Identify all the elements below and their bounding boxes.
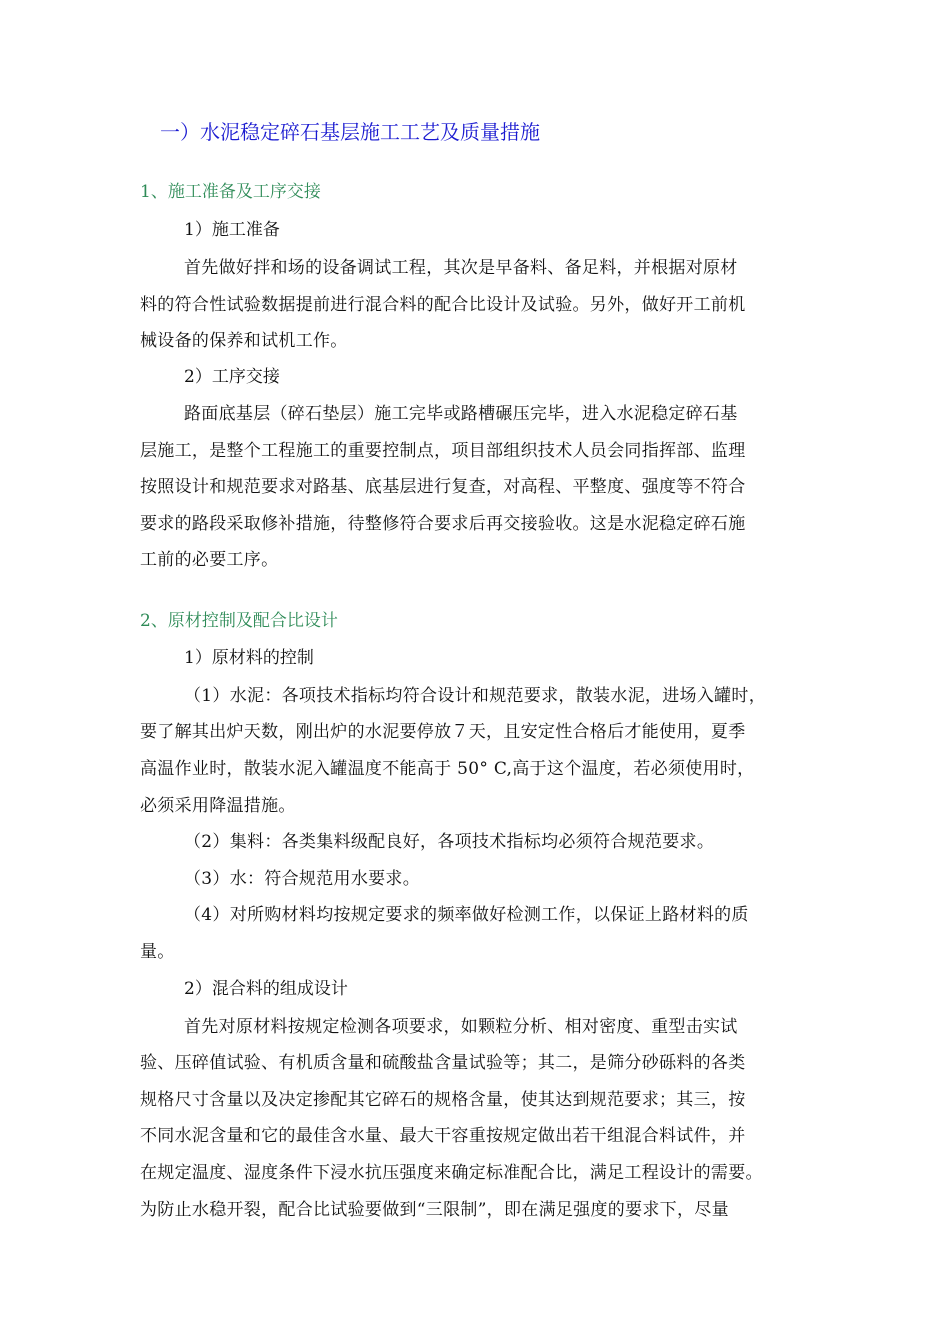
section-2-heading: 2、原材控制及配合比设计 [140,611,338,631]
list-item-line: 要了解其出炉天数，刚出炉的水泥要停放７天，且安定性合格后才能使用，夏季 [140,722,746,742]
paragraph-line: 械设备的保养和试机工作。 [140,331,348,351]
list-item-line: （3）水：符合规范用水要求。 [184,869,421,889]
paragraph-line: 首先做好拌和场的设备调试工程，其次是早备料、备足料，并根据对原材 [184,258,738,278]
list-item-line: 量。 [140,942,175,962]
list-item-line: 高温作业时，散装水泥入罐温度不能高于 50° C,高于这个温度，若必须使用时， [140,759,755,779]
list-item-line: （2）集料：各类集料级配良好，各项技术指标均必须符合规范要求。 [184,832,715,852]
paragraph-line: 规格尺寸含量以及决定掺配其它碎石的规格含量，使其达到规范要求；其三，按 [140,1090,746,1110]
section-1-heading: 1、施工准备及工序交接 [140,182,321,202]
paragraph-line: 首先对原材料按规定检测各项要求，如颗粒分析、相对密度、重型击实试 [184,1017,738,1037]
list-item-line: （4）对所购材料均按规定要求的频率做好检测工作，以保证上路材料的质 [184,905,749,925]
paragraph-line: 在规定温度、湿度条件下浸水抗压强度来确定标准配合比，满足工程设计的需要。 [140,1163,763,1183]
paragraph-line: 按照设计和规范要求对路基、底基层进行复查，对高程、平整度、强度等不符合 [140,477,746,497]
subsection-prep-heading: 1）施工准备 [184,220,280,240]
paragraph-line: 验、压碎值试验、有机质含量和硫酸盐含量试验等；其二，是筛分砂砾料的各类 [140,1053,746,1073]
paragraph-line: 不同水泥含量和它的最佳含水量、最大干容重按规定做出若干组混合料试件，并 [140,1126,746,1146]
subsection-materials-heading: 1）原材料的控制 [184,648,314,668]
subsection-mix-design-heading: 2）混合料的组成设计 [184,979,348,999]
paragraph-line: 路面底基层（碎石垫层）施工完毕或路槽碾压完毕，进入水泥稳定碎石基 [184,404,738,424]
document-title: 一）水泥稳定碎石基层施工工艺及质量措施 [160,120,540,144]
paragraph-line: 要求的路段采取修补措施，待整修符合要求后再交接验收。这是水泥稳定碎石施 [140,514,746,534]
paragraph-line: 工前的必要工序。 [140,550,279,570]
subsection-handover-heading: 2）工序交接 [184,367,280,387]
paragraph-line: 料的符合性试验数据提前进行混合料的配合比设计及试验。另外，做好开工前机 [140,295,746,315]
list-item-line: （1）水泥：各项技术指标均符合设计和规范要求，散装水泥，进场入罐时， [184,686,767,706]
paragraph-line: 层施工，是整个工程施工的重要控制点，项目部组织技术人员会同指挥部、监理 [140,441,746,461]
paragraph-line: 为防止水稳开裂，配合比试验要做到“三限制”，即在满足强度的要求下，尽量 [140,1200,729,1220]
list-item-line: 必须采用降温措施。 [140,796,296,816]
